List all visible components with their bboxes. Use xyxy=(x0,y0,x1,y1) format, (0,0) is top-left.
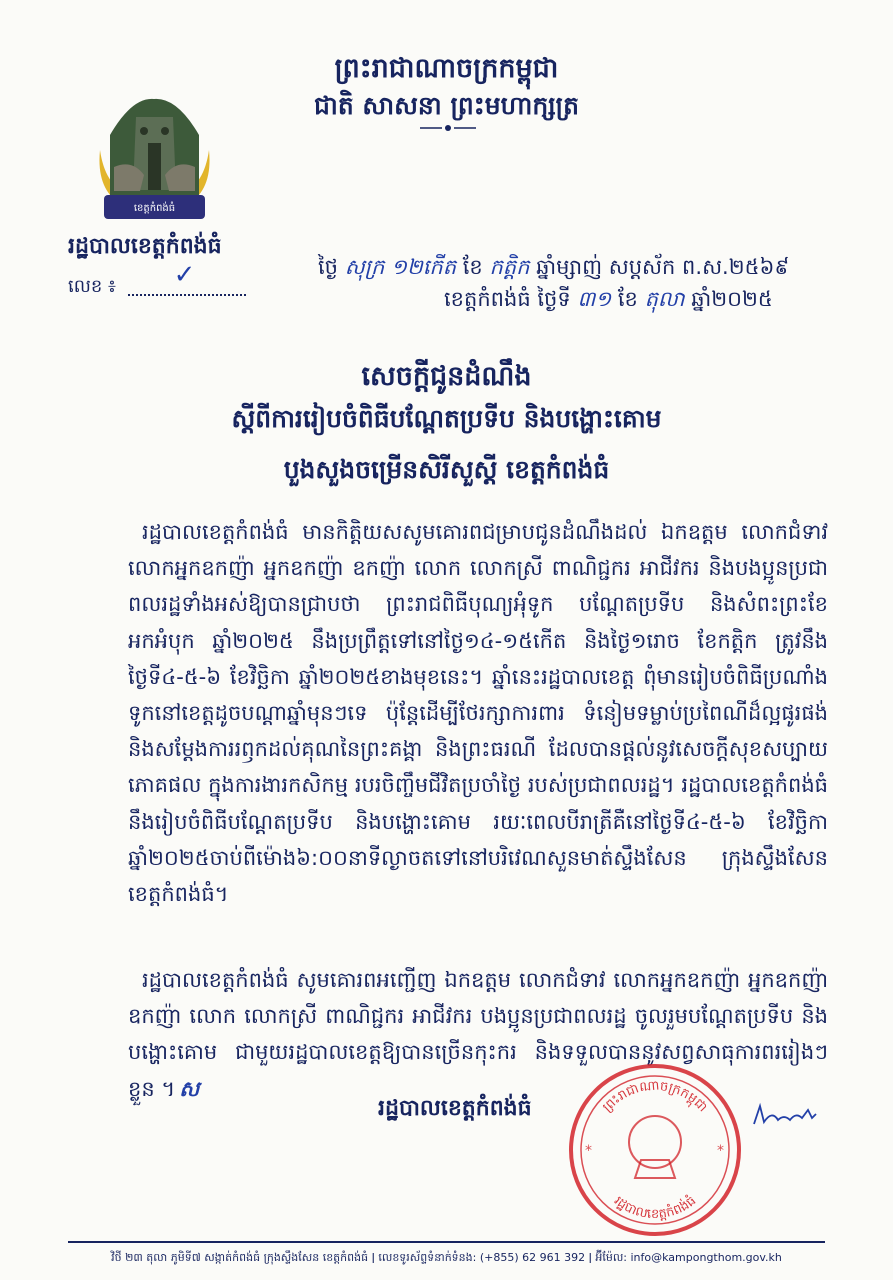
lunar-date-year: ឆ្នាំម្សាញ់ សប្តស័ក ព.ស.២៥៦៩ xyxy=(536,255,790,279)
footer-phone: (+855) 62 961 392 xyxy=(479,1251,586,1264)
signer-name: រដ្ឋបាលខេត្តកំពង់ធំ xyxy=(378,1096,532,1121)
checkmark-icon: ✓ xyxy=(173,260,196,290)
body-paragraph-1 xyxy=(128,514,828,912)
solar-date-month-label: ខែ xyxy=(617,287,638,311)
reference-label: លេខ ៖ xyxy=(68,276,116,297)
footer-email-label: អ៊ីម៉ែល: xyxy=(595,1251,627,1264)
ornament-divider xyxy=(418,124,478,132)
handwritten-initials: ស xyxy=(179,1076,200,1101)
reference-blank xyxy=(128,260,246,296)
paragraph-2-text: រដ្ឋបាលខេត្តកំពង់ធំ សូមគោរពអញ្ជើញ ឯកឧត្តម លោកជំទាវ លោកអ្នកឧកញ៉ា អ្នកឧកញ៉ា ឧកញ៉ា លោក លោកស្រី ពាណិជ្ជករ អាជីវករ បងប្អូនប្រជាពលរដ្ឋ ចូលរួមបណ្តែតប្រទីប និងបង្ហោះគោម ជាមួយរដ្ឋបាលខេត្តឱ្យបានច្រើនកុះករ និងទទួលបាននូវសព្វសាធុការពររៀងៗខ្លួន ។ xyxy=(128,968,828,1101)
footer-email: info@kampongthom.gov.kh xyxy=(630,1251,782,1264)
lunar-date-month: កត្តិក xyxy=(489,255,530,279)
footer-divider xyxy=(68,1241,825,1243)
lunar-date-day: សុក្រ ១២កើត xyxy=(344,255,457,279)
kingdom-title: ព្រះរាជាណាចក្រកម្ពុជា xyxy=(334,53,559,84)
document-type: សេចក្តីជូនដំណឹង xyxy=(361,361,532,392)
solar-date-year: ឆ្នាំ២០២៥ xyxy=(691,287,773,311)
official-stamp xyxy=(565,1060,745,1240)
footer-contact: វិថី ២៣ តុលា ភូមិទី៧ សង្កាត់កំពង់ធំ ក្រុងស្ទឹងសែន ខេត្តកំពង់ធំ ǀ លេខទូរស័ព្ទទំនាក់ទំនង: (+855) 62 961 392 ǀ អ៊ីម៉ែល: info@kampongthom.gov.kh xyxy=(111,1251,782,1264)
footer-phone-label: លេខទូរស័ព្ទទំនាក់ទំនង: xyxy=(378,1251,477,1264)
footer-address: វិថី ២៣ តុលា ភូមិទី៧ សង្កាត់កំពង់ធំ ក្រុងស្ទឹងសែន ខេត្តកំពង់ធំ xyxy=(111,1251,369,1264)
stamp-bottom-text: រដ្ឋបាលខេត្តកំពង់ធំ xyxy=(610,1193,700,1223)
lunar-date-prefix: ថ្ងៃ xyxy=(318,255,338,279)
issuing-authority: រដ្ឋបាលខេត្តកំពង់ធំ xyxy=(68,234,222,259)
svg-text:*: * xyxy=(717,1143,724,1159)
emblem-label: ខេត្តកំពង់ធំ xyxy=(133,203,176,214)
lunar-date xyxy=(318,254,789,285)
solar-date-month: តុលា xyxy=(644,287,685,311)
national-motto: ជាតិ សាសនា ព្រះមហាក្សត្រ xyxy=(314,91,579,120)
subject-line-1: ស្តីពីការរៀបចំពិធីបណ្តែតប្រទីប និងបង្ហោះគោម xyxy=(231,404,662,433)
handwritten-signature xyxy=(750,1100,820,1130)
subject-line-2: បួងសួងចម្រើនសិរីសួស្តី ខេត្តកំពង់ធំ xyxy=(283,455,610,484)
solar-date xyxy=(444,286,773,317)
solar-date-day: ៣១ xyxy=(577,287,612,311)
paragraph-1-text: រដ្ឋបាលខេត្តកំពង់ធំ មានកិត្តិយសសូមគោរពជម្រាបជូនដំណឹងដល់ ឯកឧត្តម លោកជំទាវ លោកអ្នកឧកញ៉ា អ្នកឧកញ៉ា ឧកញ៉ា លោក លោកស្រី ពាណិជ្ជករ អាជីវករ និងបងប្អូនប្រជាពលរដ្ឋទាំងអស់ឱ្យបានជ្រាបថា ព្រះរាជពិធីបុណ្យអុំទូក បណ្តែតប្រទីប និងសំពះព្រះខែ អកអំបុក ឆ្នាំ២០២៥ នឹងប្រព្រឹត្តទៅនៅថ្ងៃ១៤-១៥កើត និងថ្ងៃ១រោច ខែកត្តិក ត្រូវនឹងថ្ងៃទី៤-៥-៦ ខែវិច្ឆិកា ឆ្នាំ២០២៥ខាងមុខនេះ។ ឆ្នាំនេះរដ្ឋបាលខេត្ត ពុំមានរៀបចំពិធីប្រណាំងទូកនៅខេត្តដូចបណ្តាឆ្នាំមុនៗទេ ប៉ុន្តែដើម្បីថែរក្សាការពារ ទំនៀមទម្លាប់ប្រពៃណីដ៏ល្អផូរផង់ និងសម្តែងការរឭកដល់គុណនៃព្រះគង្គា និងព្រះធរណី ដែលបានផ្តល់នូវសេចក្តីសុខសប្បាយ ភោគផល ក្នុងការងារកសិកម្ម របរចិញ្ចឹមជីវិតប្រចាំថ្ងៃ របស់ប្រជាពលរដ្ឋ។ រដ្ឋបាលខេត្តកំពង់ធំនឹងរៀបចំពិធីបណ្តែតប្រទីប និងបង្ហោះគោម រយៈពេលបីរាត្រីគឺនៅថ្ងៃទី៤-៥-៦ ខែវិច្ឆិកាឆ្នាំ២០២៥ចាប់ពីម៉ោង៦:០០នាទីល្ងាចតទៅនៅបរិវេណសួនមាត់ស្ទឹងសែន ក្រុងស្ទឹងសែន ខេត្តកំពង់ធំ។ xyxy=(128,520,828,907)
svg-text:*: * xyxy=(585,1143,592,1159)
stamp-top-text: ព្រះរាជាណាចក្រកម្ពុជា xyxy=(600,1078,711,1116)
lunar-date-month-label: ខែ xyxy=(462,255,483,279)
province-emblem-logo xyxy=(92,95,217,223)
solar-date-prefix: ខេត្តកំពង់ធំ ថ្ងៃទី xyxy=(444,287,571,311)
reference-number xyxy=(68,260,246,301)
